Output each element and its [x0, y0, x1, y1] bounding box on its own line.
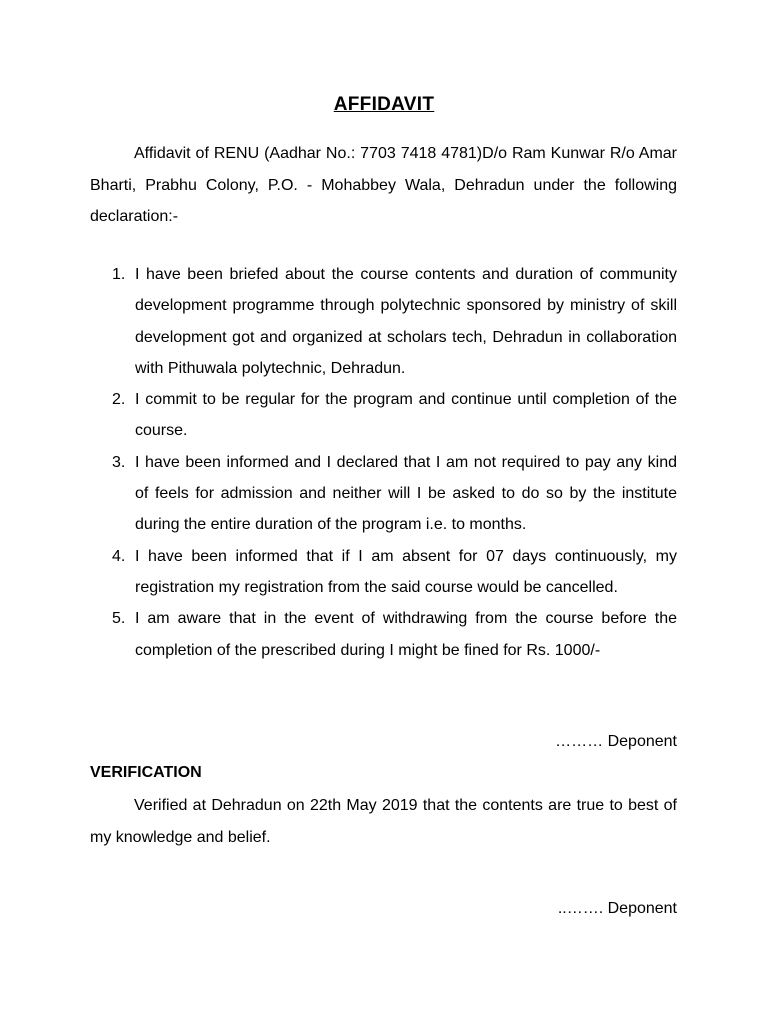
- declaration-item: [90, 447, 677, 541]
- document-title: AFFIDAVIT: [333, 94, 435, 115]
- declaration-number: 2.: [112, 391, 126, 409]
- verification-heading: VERIFICATION: [90, 764, 202, 781]
- intro-paragraph: Affidavit of RENU (Aadhar No.: 7703 7418 4781)D/o Ram Kunwar R/o Amar Bharti, Prabhu Colony, P.O. - Mohabbey Wala, Dehradun under the following declaration:-: [90, 145, 677, 225]
- declaration-text: I am aware that in the event of withdrawing from the course before the completion of the prescribed during I might be fined for Rs. 1000/-: [135, 610, 677, 659]
- declaration-number: 1.: [112, 266, 126, 283]
- declaration-item: [90, 259, 677, 384]
- declaration-list: [90, 259, 677, 666]
- declaration-text: I have been informed that if I am absent for 07 days continuously, my registration my registration from the said course would be cancelled.: [135, 547, 677, 596]
- declaration-item: [90, 541, 677, 604]
- declaration-text: I have been informed and I declared that I am not required to pay any kind of feels for admission and neither will I be asked to do so by the institute during the entire duration of the program i.e. to months.: [135, 453, 677, 534]
- declaration-number: 4.: [112, 547, 126, 565]
- declaration-number: 3.: [112, 453, 126, 471]
- declaration-item: [90, 603, 677, 666]
- declaration-text: I have been briefed about the course contents and duration of community development programme through polytechnic sponsored by ministry of skill development got and organized at scholars tech, Dehradun in collaboration with Pithuwala polytechnic, Dehradun.: [135, 266, 677, 377]
- declaration-item: [90, 384, 677, 447]
- verification-text: Verified at Dehradun on 22th May 2019 that the contents are true to best of my knowledge and belief.: [90, 797, 677, 846]
- declaration-number: 5.: [112, 610, 126, 628]
- deponent-signature-line: ……… Deponent: [555, 733, 677, 750]
- deponent-signature-line: ..……. Deponent: [557, 900, 677, 917]
- declaration-text: I commit to be regular for the program and continue until completion of the course.: [135, 391, 677, 440]
